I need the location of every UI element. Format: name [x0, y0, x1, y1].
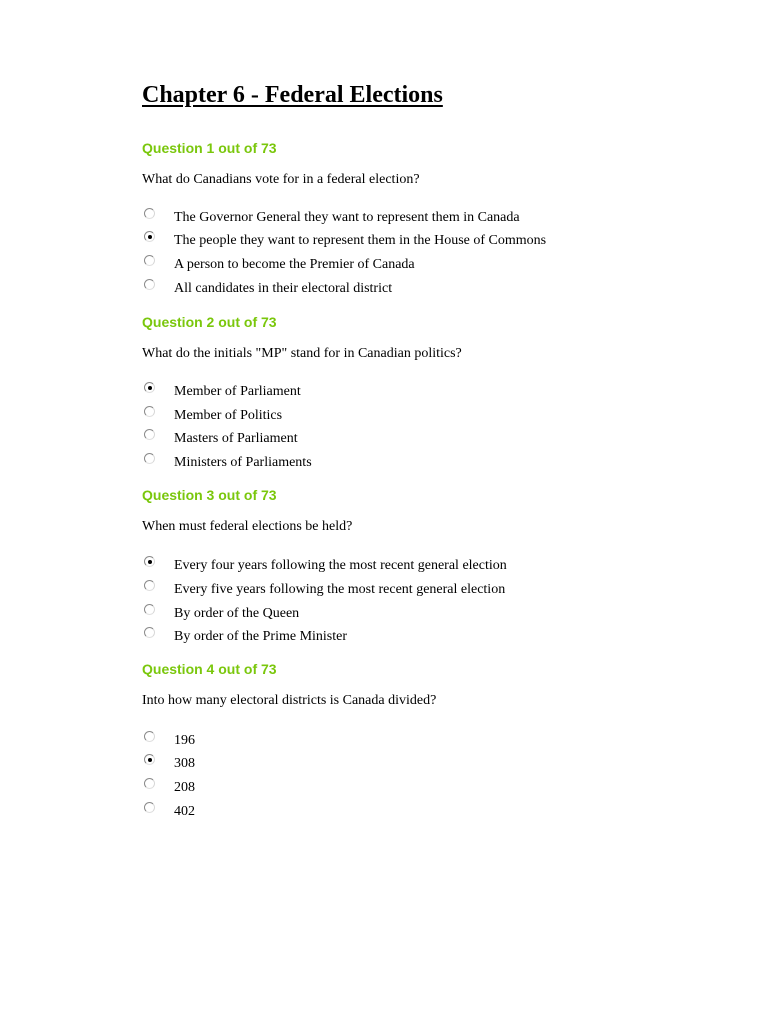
radio-button[interactable] [144, 406, 155, 417]
answer-option-label: 308 [174, 756, 195, 771]
radio-button[interactable] [144, 580, 155, 591]
answer-option[interactable] [142, 453, 702, 475]
answer-option[interactable] [142, 382, 702, 404]
radio-button[interactable] [144, 429, 155, 440]
answer-option[interactable] [142, 231, 702, 253]
radio-button[interactable] [144, 778, 155, 789]
answer-option[interactable] [142, 627, 702, 649]
radio-button[interactable] [144, 208, 155, 219]
question-heading: Question 3 out of 73 [142, 487, 277, 503]
answer-option-label: Ministers of Parliaments [174, 455, 312, 470]
answer-option-label: The people they want to represent them in the House of Commons [174, 233, 547, 248]
radio-button[interactable] [144, 627, 155, 638]
radio-button[interactable] [144, 731, 155, 742]
answer-option[interactable] [142, 731, 702, 753]
question-heading: Question 1 out of 73 [142, 140, 277, 156]
answer-option[interactable] [142, 802, 702, 824]
answer-option[interactable] [142, 778, 702, 800]
question-text: What do the initials "MP" stand for in Canadian politics? [142, 346, 462, 361]
answer-option-label: Member of Politics [174, 408, 283, 423]
radio-button[interactable] [144, 279, 155, 290]
question-text: Into how many electoral districts is Canada divided? [142, 693, 437, 708]
radio-button-selected[interactable] [144, 231, 155, 242]
radio-button[interactable] [144, 802, 155, 813]
answer-option-label: By order of the Queen [174, 606, 300, 621]
answer-option-label: 196 [174, 733, 195, 748]
answer-option-label: A person to become the Premier of Canada [174, 257, 415, 272]
question-heading: Question 4 out of 73 [142, 661, 277, 677]
answer-option[interactable] [142, 429, 702, 451]
answer-option-label: The Governor General they want to represent them in Canada [174, 210, 520, 225]
answer-option-label: 402 [174, 804, 195, 819]
answer-option[interactable] [142, 208, 702, 230]
radio-button-selected[interactable] [144, 556, 155, 567]
question-block-3 [142, 486, 702, 644]
question-text: What do Canadians vote for in a federal election? [142, 172, 420, 187]
answer-option-label: By order of the Prime Minister [174, 629, 348, 644]
question-text: When must federal elections be held? [142, 519, 353, 534]
answer-option[interactable] [142, 556, 702, 578]
answer-option[interactable] [142, 754, 702, 776]
answer-option-label: All candidates in their electoral district [174, 281, 393, 296]
answer-option-label: Member of Parliament [174, 384, 301, 399]
answer-option[interactable] [142, 580, 702, 602]
answer-option-label: Every five years following the most recent general election [174, 582, 506, 597]
question-block-2 [142, 313, 702, 470]
question-block-4 [142, 660, 702, 819]
answer-option[interactable] [142, 255, 702, 277]
question-block-1 [142, 139, 702, 296]
page-title: Chapter 6 - Federal Elections [142, 82, 443, 108]
answer-option[interactable] [142, 406, 702, 428]
answer-option[interactable] [142, 279, 702, 301]
radio-button[interactable] [144, 604, 155, 615]
answer-option[interactable] [142, 604, 702, 626]
question-heading: Question 2 out of 73 [142, 314, 277, 330]
radio-button[interactable] [144, 453, 155, 464]
radio-button[interactable] [144, 255, 155, 266]
answer-option-label: Every four years following the most recent general election [174, 558, 507, 573]
answer-option-label: 208 [174, 780, 195, 795]
answer-option-label: Masters of Parliament [174, 431, 298, 446]
radio-button-selected[interactable] [144, 754, 155, 765]
radio-button-selected[interactable] [144, 382, 155, 393]
